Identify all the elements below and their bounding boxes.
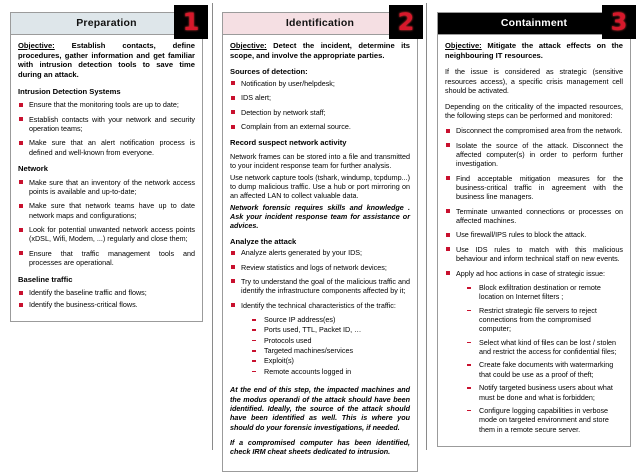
list-item: Make sure that an inventory of the network access points is available and up-to-date; <box>18 178 195 197</box>
card-identification <box>222 8 418 472</box>
list-item: Targeted machines/services <box>252 346 410 355</box>
step-number-badge-3: 3 <box>602 5 636 39</box>
list-item: Identify the baseline traffic and flows; <box>18 288 195 297</box>
bullet-list-ids <box>18 100 195 157</box>
list-item: Ports used, TTL, Packet ID, … <box>252 325 410 334</box>
body-preparation <box>11 35 202 321</box>
sub-list-adhoc-actions <box>445 283 623 434</box>
objective-text-3: Mitigate the attack effects on the neighbouring IT resources. <box>445 41 623 60</box>
header-title-containment: Containment <box>500 17 568 30</box>
list-item: Make sure that network teams have up to date network maps and configurations; <box>18 201 195 220</box>
list-item: Use IDS rules to match with this malicious behaviour and inform technical staff on new events. <box>445 245 623 264</box>
card-preparation <box>10 8 203 322</box>
list-item: Apply ad hoc actions in case of strategic issue: <box>445 269 623 278</box>
record-emphasis: Network forensic requires skills and knowledge . Ask your incident response team for assistance or advices. <box>230 202 410 231</box>
list-item: Ensure that the monitoring tools are up to date; <box>18 100 195 109</box>
bullet-list-analyze <box>230 248 410 310</box>
column-containment <box>427 0 640 453</box>
list-item: Notify targeted business users about what must be done and what is forbidden; <box>467 383 623 402</box>
closing-paragraph-1: At the end of this step, the impacted machines and the modus operandi of the attack should have been identified. Ideally, the source of the attack should have been identified as well. This is where you should do your forensic investigations, if needed. <box>230 385 410 432</box>
list-item: Try to understand the goal of the malicious traffic and identify the infrastructure components affected by it; <box>230 277 410 296</box>
list-item: Protocols used <box>252 336 410 345</box>
bullet-list-network <box>18 178 195 268</box>
sub-list-traffic-characteristics <box>230 315 410 376</box>
list-item: IDS alert; <box>230 93 410 102</box>
objective-identification <box>230 41 410 60</box>
list-item: Review statistics and logs of network devices; <box>230 263 410 272</box>
list-item: Complain from an external source. <box>230 122 410 131</box>
list-item: Detection by network staff; <box>230 108 410 117</box>
bullet-list-baseline-traffic <box>18 288 195 310</box>
record-paragraph-2: Use network capture tools (tshark, windump, tcpdump...) to dump malicious traffic. Use a hub or port mirroring on an affected LAN to collect valuable data. <box>230 172 410 201</box>
list-item: Block exfiltration destination or remote location on Internet filters ; <box>467 283 623 302</box>
header-title-identification: Identification <box>285 17 355 30</box>
list-item: Establish contacts with your network and security operation teams; <box>18 115 195 134</box>
section-heading-record-activity: Record suspect network activity <box>230 138 347 148</box>
closing-paragraph-2: If a compromised computer has been identified, check IRM cheat sheets dedicated to intrusion. <box>230 437 410 457</box>
header-containment <box>438 8 630 36</box>
section-heading-analyze-attack: Analyze the attack <box>230 236 297 246</box>
header-preparation <box>11 8 202 36</box>
column-identification <box>213 0 427 457</box>
list-item: Restrict strategic file servers to reject connections from the compromised computer; <box>467 306 623 334</box>
list-item: Analyze alerts generated by your IDS; <box>230 248 410 257</box>
list-item: Isolate the source of the attack. Disconnect the affected computer(s) in order to perform further investigation. <box>445 141 623 169</box>
list-item: Exploit(s) <box>252 356 410 365</box>
objective-text-2: Detect the incident, determine its scope, and involve the appropriate parties. <box>230 41 410 60</box>
column-preparation <box>0 0 213 453</box>
list-item: Ensure that traffic management tools and processes are operational. <box>18 249 195 268</box>
objective-label-1: Objective: <box>18 41 55 50</box>
header-title-preparation: Preparation <box>76 17 137 30</box>
intro-paragraph-1: If the issue is considered as strategic (sensitive resources access), a specific crisis management cell should be activated. <box>445 67 623 96</box>
body-identification <box>223 35 417 471</box>
list-item: Source IP address(es) <box>252 315 410 324</box>
list-item: Select what kind of files can be lost / stolen and restrict the access for confidential files; <box>467 338 623 357</box>
list-item: Configure logging capabilities in verbose mode on targeted environment and store them in a remote secure server. <box>467 406 623 434</box>
list-item: Identify the business-critical flows. <box>18 300 195 309</box>
card-containment <box>437 8 631 447</box>
section-heading-ids: Intrusion Detection Systems <box>18 86 121 96</box>
list-item: Find acceptable mitigation measures for the business-critical traffic in agreement with the business line managers. <box>445 174 623 202</box>
list-item: Use firewall/IPS rules to block the attack. <box>445 230 623 239</box>
section-heading-sources-of-detection: Sources of detection: <box>230 67 308 77</box>
step-number-badge-2: 2 <box>389 5 423 39</box>
objective-text-1: Establish contacts, define procedures, gather information and get familiar with intrusion detection tools to save time during an attack. <box>18 41 195 80</box>
section-heading-baseline-traffic: Baseline traffic <box>18 274 73 284</box>
list-item: Create fake documents with watermarking that could be use as a proof of theft; <box>467 360 623 379</box>
list-item: Remote accounts logged in <box>252 367 410 376</box>
body-containment <box>438 35 630 446</box>
list-item: Terminate unwanted connections or processes on affected machines. <box>445 207 623 226</box>
list-item: Disconnect the compromised area from the network. <box>445 126 623 135</box>
record-paragraph-1: Network frames can be stored into a file and transmitted to your incident response team for further analysis. <box>230 151 410 171</box>
objective-label-2: Objective: <box>230 41 267 50</box>
step-number-badge-1: 1 <box>174 5 208 39</box>
objective-label-3: Objective: <box>445 41 482 50</box>
list-item: Identify the technical characteristics of the traffic: <box>230 301 410 310</box>
objective-containment <box>445 41 623 60</box>
bullet-list-containment-steps <box>445 126 623 278</box>
section-heading-network: Network <box>18 164 48 174</box>
header-identification <box>223 8 417 36</box>
intro-paragraph-2: Depending on the criticality of the impacted resources, the following steps can be performed and monitored: <box>445 101 623 120</box>
list-item: Look for potential unwanted network access points (xDSL, Wifi, Modem, ...) regularly and close them; <box>18 225 195 244</box>
bullet-list-sources <box>230 79 410 131</box>
list-item: Notification by user/helpdesk; <box>230 79 410 88</box>
list-item: Make sure that an alert notification process is defined and well-known from everyone. <box>18 138 195 157</box>
objective-preparation <box>18 41 195 80</box>
